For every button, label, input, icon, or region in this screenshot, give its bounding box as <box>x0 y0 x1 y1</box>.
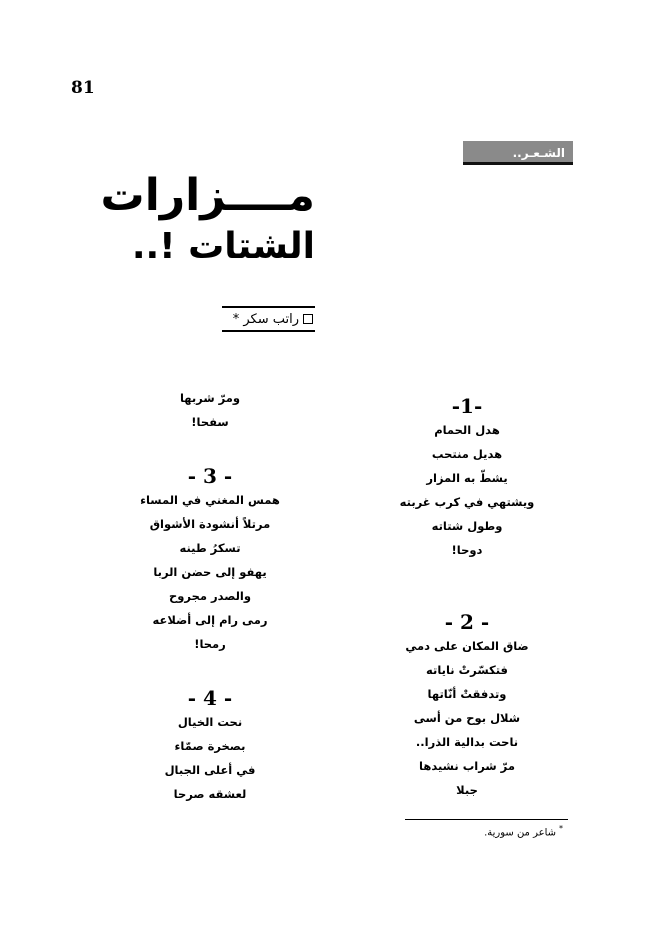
verse-line: ناحت بدالية الذرا.. <box>415 735 519 749</box>
verse-line: ومرّ شربها <box>179 391 241 405</box>
title-line-2: الشتات !.. <box>131 226 315 267</box>
page-number: 81 <box>71 78 95 98</box>
poem-column-left <box>110 386 310 806</box>
verse-line: فتكسّرتْ ناياته <box>426 663 508 677</box>
title-line-1: مــــزارات <box>100 170 315 221</box>
verse-line: شلال بوح من أسى <box>413 711 521 725</box>
verse-line: وتدفقتْ أنّاتها <box>427 687 507 701</box>
author-byline <box>222 306 315 332</box>
verse-line: في أعلى الجبال <box>164 763 256 777</box>
verse-line: رمحا! <box>194 637 226 651</box>
checkbox-square-icon <box>303 314 313 324</box>
poem-column-right <box>367 394 567 802</box>
footnote-text: شاعر من سورية. <box>484 827 556 839</box>
verse-line: مرتلاً أنشودة الأشواق <box>149 517 271 531</box>
verse-line: تسكرُ طينه <box>179 541 241 555</box>
verse-line: هديل منتحب <box>431 447 503 461</box>
verse-line: وطول شتاته <box>431 519 503 533</box>
stanza-number: - 3 - <box>187 464 233 488</box>
verse-line: دوحا! <box>451 543 483 557</box>
verse-line: والصدر مجروح <box>168 589 251 603</box>
verse-line: نحت الخيال <box>177 715 243 729</box>
verse-line: ويشتهي في كرب غربته <box>399 495 535 509</box>
verse-line: همس المغني في المساء <box>140 493 280 507</box>
footnote <box>484 824 563 838</box>
footnote-divider <box>405 819 568 820</box>
verse-line: لعشقه صرحا <box>173 787 247 801</box>
verse-line: هدل الحمام <box>434 423 500 437</box>
footnote-marker: * <box>559 824 563 833</box>
verse-line: بصخرة صمّاء <box>174 739 246 753</box>
verse-line: يهفو إلى حضن الربا <box>153 565 267 579</box>
section-tag: الشـعـر.. <box>463 141 573 165</box>
stanza-number: - 4 - <box>187 686 233 710</box>
verse-line: يشطّ به المزار <box>426 471 508 485</box>
stanza-number: -1- <box>451 394 483 418</box>
author-name: راتب سكر * <box>232 311 299 327</box>
stanza-number: - 2 - <box>444 610 490 634</box>
verse-line: ضاق المكان على دمي <box>405 639 529 653</box>
verse-line: سفحا! <box>191 415 229 429</box>
verse-line: مرّ شراب نشيدها <box>419 759 515 773</box>
verse-line: جبلا <box>456 783 478 797</box>
verse-line: رمى رام إلى أضلاعه <box>152 613 268 627</box>
